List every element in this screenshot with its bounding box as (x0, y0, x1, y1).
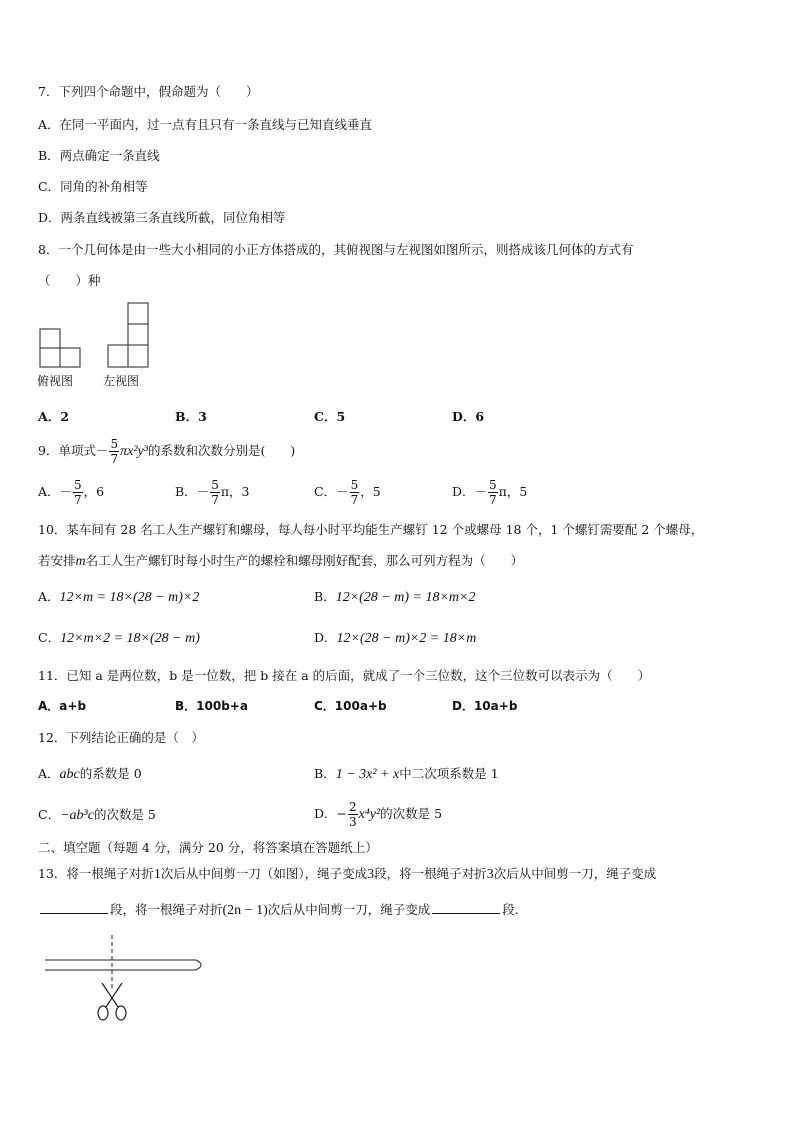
frac-den: 7 (350, 493, 359, 507)
q9-option-c-tail: ，5 (360, 484, 381, 499)
scissors-icon (98, 983, 126, 1020)
q9-option-a-label: A．－ (38, 484, 73, 499)
q12-option-c-expression: −ab³c (60, 808, 94, 823)
frac-den: 7 (74, 493, 82, 507)
q12-option-c-label: C． (38, 807, 61, 822)
answer-blank-2[interactable] (432, 901, 500, 914)
q13-number-3: 3 (367, 867, 375, 882)
q10-option-c (38, 628, 200, 647)
q11-option-d: D．10a+b (452, 699, 518, 713)
q11-option-b: B．100b+a (175, 699, 248, 713)
folded-rope (45, 960, 201, 970)
q13-expression: (2n − 1) (222, 903, 268, 918)
q13-line1-a: 13．将一根绳子对折 (38, 866, 154, 881)
q9-option-d-fraction (488, 479, 498, 506)
q9-option-b-tail: π，3 (220, 484, 250, 499)
q12-option-d-expression: x⁴y² (358, 807, 381, 822)
q9-frac-num: 5 (110, 437, 119, 451)
q10-option-a-label: A． (38, 589, 60, 604)
q9-fraction (109, 438, 119, 465)
q9-option-c-fraction (350, 479, 360, 506)
frac-num: 5 (350, 478, 359, 492)
q13-stem-line1 (38, 864, 656, 883)
q9-expression: πx²y³ (120, 444, 148, 459)
q12-option-c-text: 的次数是 5 (93, 807, 156, 822)
q9-frac-den: 7 (110, 452, 119, 466)
q12-option-a-label: A． (38, 766, 60, 781)
q8-stem-line1: 8．一个几何体是由一些大小相同的小正方体搭成的，其俯视图与左视图如图所示，则搭成该几何体的方式有 (38, 242, 634, 257)
q10-option-d (314, 628, 476, 647)
q9-option-b-label: B．－ (175, 484, 210, 499)
frac-num: 5 (211, 478, 219, 492)
q13-stem-line2 (38, 900, 519, 919)
q12-option-d-label: D． (314, 806, 337, 821)
q12-option-d: D．− $\frac{2}{3}$ x⁴y²的次数是 5 (314, 800, 443, 829)
q13-line2-b: 次后从中间剪一刀，绳子变成 (267, 902, 431, 917)
frac-num: 5 (489, 478, 497, 492)
q10-line2-a: 若安排 (38, 553, 76, 568)
q9-option-c-label: C．－ (314, 484, 349, 499)
q8-option-b: B．3 (175, 409, 207, 424)
q13-number-1: 1 (153, 867, 161, 882)
frac-den: 7 (489, 493, 497, 507)
q10-option-c-label: C． (38, 630, 61, 645)
q13-line1-d: 次后从中间剪一刀，绳子变成 (493, 866, 657, 881)
q11-option-a: A．a+b (38, 699, 87, 713)
q12-option-b (314, 764, 499, 783)
q10-variable-m: m (75, 554, 86, 569)
q8-option-d: D．6 (452, 409, 485, 424)
q9-option-c (314, 474, 381, 510)
q12-option-b-label: B． (314, 766, 336, 781)
q10-line2-b: 名工人生产螺钉时每小时生产的螺栓和螺母刚好配套，那么可列方程为（ ） (85, 553, 524, 568)
section-heading-fill-in: 二、填空题（每题 4 分，满分 20 分，将答案填在答题纸上） (38, 840, 378, 855)
rope-cut-figure (40, 935, 210, 1025)
q9-option-d (452, 474, 527, 510)
q9-prefix: 9．单项式－ (38, 443, 109, 458)
q10-stem-line1: 10．某车间有 28 名工人生产螺钉和螺母，每人每小时平均能生产螺钉 12 个或螺母 18 个，1 个螺钉需要配 2 个螺母， (38, 522, 704, 537)
q12-option-a-expression: abc (59, 767, 80, 782)
q12-stem: 12．下列结论正确的是（ ） (38, 730, 204, 745)
top-view-drawing (40, 329, 80, 367)
q12-option-a (38, 764, 142, 783)
q13-number-3b: 3 (486, 867, 494, 882)
left-view-drawing (108, 303, 148, 367)
q10-option-b-label: B． (314, 589, 336, 604)
q10-option-d-equation: 12×(28 − m)×2 = 18×m (336, 631, 477, 646)
q8-option-c: C．5 (314, 409, 346, 424)
q11-option-c: C．100a+b (314, 699, 387, 713)
q8-option-a: A．2 (38, 409, 69, 424)
frac-num: 5 (74, 478, 82, 492)
q10-option-a-equation: 12×m = 18×(28 − m)×2 (59, 590, 200, 605)
q10-stem-line2 (38, 551, 523, 570)
q8-stem-line2: （ ）种 (38, 273, 101, 288)
q7-option-a: A．在同一平面内，过一点有且只有一条直线与已知直线垂直 (38, 117, 373, 132)
top-view-label: 俯视图 (37, 374, 74, 388)
q7-stem: 7．下列四个命题中，假命题为（ ） (38, 84, 259, 99)
q9-stem (38, 433, 295, 470)
q10-option-d-label: D． (314, 630, 337, 645)
q10-option-b-equation: 12×(28 − m) = 18×m×2 (335, 590, 476, 605)
q9-option-d-label: D．－ (452, 484, 488, 499)
q12-option-d-fraction (348, 801, 358, 828)
left-view-label: 左视图 (103, 374, 140, 388)
q12-option-b-text: 中二次项系数是 1 (399, 766, 499, 781)
q9-option-d-tail: π，5 (498, 484, 528, 499)
q9-option-a-tail: ，6 (83, 484, 105, 499)
answer-blank-1[interactable] (40, 901, 108, 914)
q10-option-b (314, 587, 475, 606)
q7-option-d: D．两条直线被第三条直线所截，同位角相等 (38, 210, 286, 225)
q13-line2-c: 段. (502, 902, 519, 917)
q7-option-b: B．两点确定一条直线 (38, 148, 160, 163)
frac-den: 3 (349, 815, 357, 829)
q12-option-b-expression: 1 − 3x² + x (335, 767, 400, 782)
q13-line1-c: 段，将一根绳子对折 (374, 866, 487, 881)
q10-option-a (38, 587, 199, 606)
q9-option-a (38, 474, 104, 510)
q11-stem: 11．已知 a 是两位数，b 是一位数，把 b 接在 a 的后面，就成了一个三位数，这个三位数可以表示为（ ） (38, 668, 651, 683)
q12-option-d-text: 的次数是 5 (380, 806, 443, 821)
q9-option-b (175, 474, 250, 510)
q12-option-a-text: 的系数是 0 (79, 766, 142, 781)
q7-option-c: C．同角的补角相等 (38, 179, 148, 194)
frac-num: 2 (349, 800, 357, 814)
q9-option-b-fraction (210, 479, 220, 506)
q9-suffix: 的系数和次数分别是( ) (147, 443, 296, 458)
q10-option-c-equation: 12×m×2 = 18×(28 − m) (60, 631, 200, 646)
q13-line2-a: 段，将一根绳子对折 (110, 902, 223, 917)
q9-option-a-fraction (73, 479, 83, 506)
three-view-figure (38, 300, 158, 370)
q12-option-c (38, 805, 156, 824)
q13-line1-b: 次后从中间剪一刀（如图），绳子变成 (160, 866, 368, 881)
frac-den: 7 (211, 493, 219, 507)
